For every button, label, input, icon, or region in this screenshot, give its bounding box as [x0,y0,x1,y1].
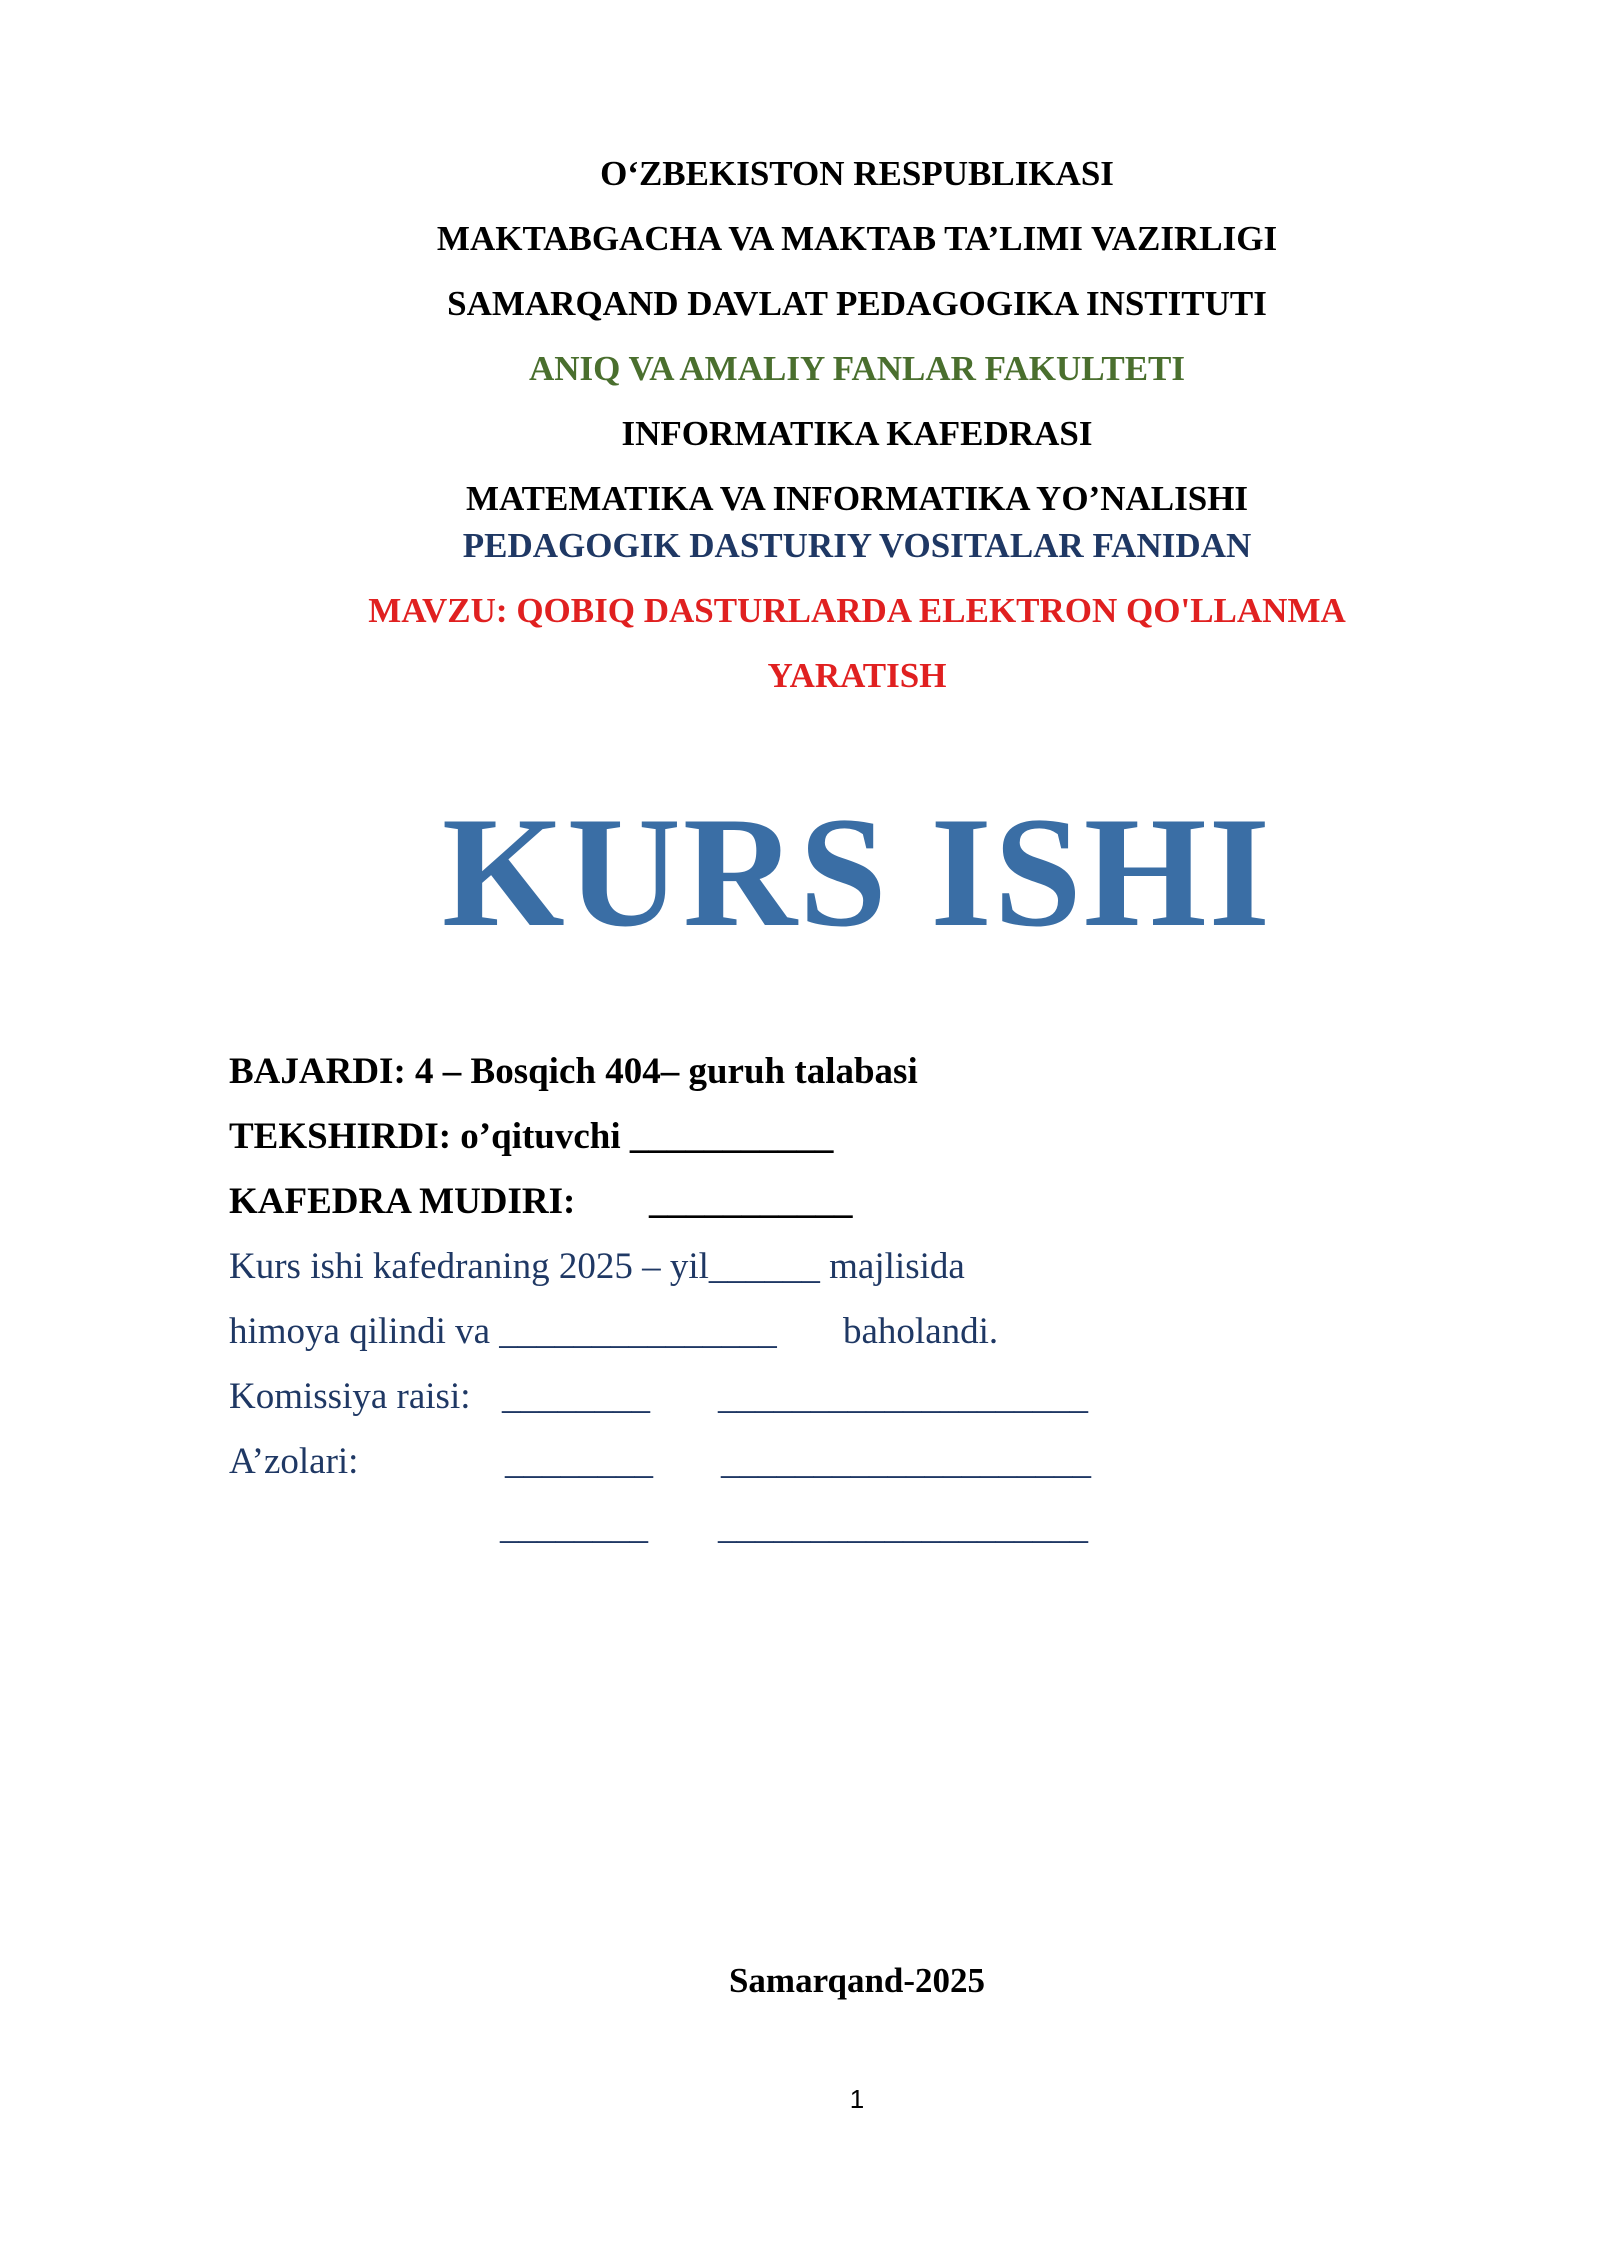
azolari-short-blank-1: ________ [505,1441,653,1482]
topic-line-2: YARATISH [767,656,947,695]
himoya-line: himoya qilindi va _______________ [229,1311,777,1352]
tekshirdi-line: TEKSHIRDI: o’qituvchi ___________ [229,1116,834,1157]
header-department: INFORMATIKA KAFEDRASI [621,414,1093,453]
komissiya-raisi-label: Komissiya raisi: [229,1376,471,1417]
page-number: 1 [849,2084,865,2114]
header-country: O‘ZBEKISTON RESPUBLIKASI [600,154,1114,193]
header-faculty: ANIQ VA AMALIY FANLAR FAKULTETI [528,349,1186,388]
kurs-ishi-line: Kurs ishi kafedraning 2025 – yil______ majlisida [229,1246,965,1287]
azolari-short-blank-2: ________ [500,1506,648,1547]
azolari-long-blank-1: ____________________ [721,1441,1091,1482]
komissiya-short-blank: ________ [502,1376,650,1417]
kafedra-mudiri-label: KAFEDRA MUDIRI: [229,1181,576,1222]
header-subject: PEDAGOGIK DASTURIY VOSITALAR FANIDAN [462,526,1252,565]
document-title: KURS ISHI [441,785,1273,960]
azolari-label: A’zolari: [229,1441,359,1482]
azolari-long-blank-2: ____________________ [718,1506,1088,1547]
baholandi-text: baholandi. [843,1311,999,1352]
bajardi-line: BAJARDI: 4 – Bosqich 404– guruh talabasi [229,1051,918,1092]
komissiya-long-blank: ____________________ [718,1376,1088,1417]
header-institute: SAMARQAND DAVLAT PEDAGOGIKA INSTITUTI [447,284,1267,323]
header-ministry: MAKTABGACHA VA MAKTAB TA’LIMI VAZIRLIGI [436,219,1278,258]
topic-line-1: MAVZU: QOBIQ DASTURLARDA ELEKTRON QO'LLANMA [368,591,1346,630]
place-year: Samarqand-2025 [728,1961,986,2000]
header-direction: MATEMATIKA VA INFORMATIKA YO’NALISHI [465,479,1249,518]
kafedra-mudiri-blank: ___________ [649,1181,853,1222]
